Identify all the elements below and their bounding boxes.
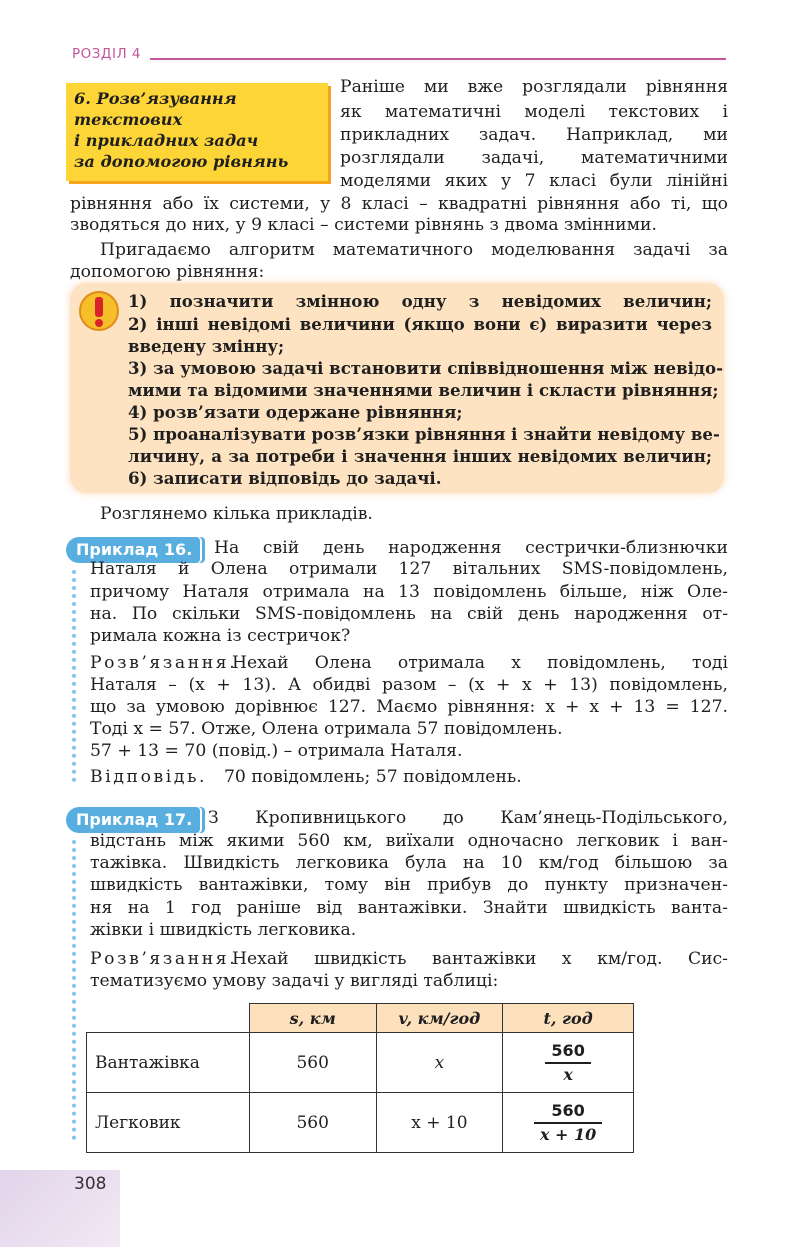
- table-header-cell: s, км: [249, 1004, 376, 1033]
- example-17-solution-line: Нехай швидкість вантажівки x км/год. Сис-: [232, 949, 728, 969]
- rule-line: личину, а за потреби і значення інших невідомих величин;: [128, 446, 712, 466]
- example-16-dotted-rule: [72, 570, 80, 782]
- table-cell: x + 10: [376, 1093, 503, 1153]
- table-corner-cell: [87, 1004, 250, 1033]
- table-cell: 560: [249, 1033, 376, 1093]
- intro-line: Раніше ми вже розглядали рівняння: [340, 77, 728, 97]
- table-cell: x: [376, 1033, 503, 1093]
- example-16-solution-line: що за умовою дорівнює 127. Маємо рівняння: x + x + 13 = 127.: [90, 697, 728, 717]
- solution-label: Розв’язання.: [90, 949, 238, 969]
- rule-line: 5) проаналізувати розв’язки рівняння і знайти невідому ве-: [128, 424, 720, 444]
- table-row-label: Легковик: [87, 1093, 250, 1153]
- example-16-text-line: на. По скільки SMS-повідомлень на свій день народження от-: [90, 604, 728, 624]
- fraction: [534, 1100, 602, 1146]
- table-row-label: Вантажівка: [87, 1033, 250, 1093]
- table-header-cell: v, км/год: [376, 1004, 503, 1033]
- intro-line: прикладних задач. Наприклад, ми: [340, 125, 728, 145]
- table-cell: 560: [249, 1093, 376, 1153]
- table-header-row: [87, 1004, 634, 1033]
- rule-line: 3) за умовою задачі встановити співвідношення між невідо-: [128, 358, 723, 378]
- chapter-label: РОЗДІЛ 4: [72, 46, 141, 62]
- rule-line: 6) записати відповідь до задачі.: [128, 468, 442, 488]
- rule-line: 2) інші невідомі величини (якщо вони є) виразити через: [128, 314, 712, 334]
- answer-text: 70 повідомлень; 57 повідомлень.: [224, 767, 522, 787]
- example-16-solution-line: Тоді x = 57. Отже, Олена отримала 57 повідомлень.: [90, 719, 563, 739]
- example-17-text-line: відстань між якими 560 км, виїхали одночасно легковик і ван-: [90, 831, 728, 851]
- example-16-text-line: причому Наталя отримала на 13 повідомлень більше, ніж Оле-: [90, 582, 728, 602]
- section-title-line: і прикладних задач: [74, 131, 259, 150]
- fraction-denominator: x + 10: [534, 1122, 602, 1146]
- data-table: [86, 1003, 634, 1153]
- example-17-text-line: З Кропивницького до Кам’янець-Подільського,: [208, 808, 728, 828]
- example-16-solution-line: Наталя – (x + 13). А обидві разом – (x + x + 13) повідомлень,: [90, 675, 728, 695]
- example-17-text-line: швидкість вантажівки, тому він прибув до пункту призначен-: [90, 875, 728, 895]
- example-16-text-line: На свій день народження сестрички-близнючки: [214, 538, 728, 558]
- example-16-text-line: римала кожна із сестричок?: [90, 626, 351, 646]
- table-row: [87, 1093, 634, 1153]
- solution-label: Розв’язання.: [90, 653, 238, 673]
- intro-line: рівняння або їх системи, у 8 класі – квадратні рівняння або ті, що: [70, 194, 728, 214]
- intro-line: моделями яких у 7 класі були лінійні: [340, 171, 728, 191]
- table-cell-fraction: [503, 1033, 634, 1093]
- rule-line: 1) позначити змінною одну з невідомих величин;: [128, 291, 712, 311]
- section-title-line: 6. Розв’язування: [74, 89, 237, 108]
- rule-line: мими та відомими значеннями величин і скласти рівняння;: [128, 380, 719, 400]
- example-17-text-line: тажівка. Швидкість легковика була на 10 км/год більшою за: [90, 853, 728, 873]
- example-17-badge: Приклад 17.: [66, 807, 200, 833]
- example-17-text-line: жівки і швидкість легковика.: [90, 920, 357, 940]
- example-17-dotted-rule: [72, 840, 80, 1140]
- intro-line: розглядали задачі, математичними: [340, 148, 728, 168]
- rule-line: введену змінну;: [128, 336, 285, 356]
- fraction-numerator: 560: [551, 1040, 585, 1060]
- example-17-solution-line: тематизуємо умову задачі у вигляді таблиці:: [90, 971, 499, 991]
- table-row: [87, 1033, 634, 1093]
- example-17-text-line: ня на 1 год раніше від вантажівки. Знайти швидкість ванта-: [90, 898, 728, 918]
- fraction-denominator: x: [545, 1062, 590, 1086]
- algorithm-intro-line: Пригадаємо алгоритм математичного моделювання задачі за: [100, 240, 728, 260]
- section-title: [74, 88, 324, 172]
- intro-line: як математичні моделі текстових і: [340, 102, 728, 122]
- answer-label: Відповідь.: [90, 767, 208, 787]
- intro-line: зводяться до них, у 9 класі – системи рівнянь з двома змінними.: [70, 215, 657, 235]
- table-header-cell: t, год: [503, 1004, 634, 1033]
- page-number: 308: [74, 1174, 107, 1194]
- fraction-numerator: 560: [551, 1100, 585, 1120]
- chapter-rule: [150, 58, 726, 60]
- algorithm-intro-line: допомогою рівняння:: [70, 262, 265, 282]
- fraction: [545, 1040, 590, 1086]
- example-16-solution-line: Нехай Олена отримала x повідомлень, тоді: [232, 653, 728, 673]
- table-cell-fraction: [503, 1093, 634, 1153]
- section-title-line: за допомогою рівнянь: [74, 152, 289, 171]
- example-16-solution-line: 57 + 13 = 70 (повід.) – отримала Наталя.: [90, 741, 463, 761]
- rule-line: 4) розв’язати одержане рівняння;: [128, 402, 463, 422]
- section-title-line: текстових: [74, 110, 183, 129]
- example-16-text-line: Наталя й Олена отримали 127 вітальних SMS-повідомлень,: [90, 559, 728, 579]
- example-16-badge: Приклад 16.: [66, 537, 200, 563]
- examples-intro: Розглянемо кілька прикладів.: [100, 504, 373, 524]
- exclamation-icon: [78, 290, 120, 332]
